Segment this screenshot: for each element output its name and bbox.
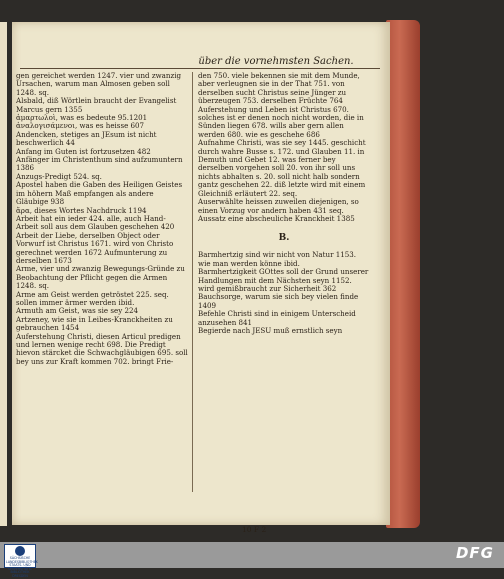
book-page (12, 22, 390, 534)
previous-page-edge (0, 22, 7, 526)
index-entry: ἄρα, dieses Wortes Nachdruck 1194 (16, 205, 147, 215)
index-entry: Befehle Christi sind in einigem Unterscheid anzusehen 841 (198, 309, 356, 327)
index-entry: ἀμαρτωλοὶ, was es bedeute 95.1201 (16, 113, 148, 123)
left-column (16, 72, 188, 366)
index-entry: Auserwählte heissen zuweilen diejenigen, so einen Vorzug vor andern haben 431 seq. (198, 197, 359, 215)
right-column (198, 72, 370, 335)
index-entry: Arbeit hat ein ieder 424. alle, auch Hand-Arbeit soll aus dem Glauben geschehen 420 (16, 213, 175, 232)
column-divider (192, 72, 193, 492)
index-entry: Arbeit der Liebe, derselben Object oder Vorwurf ist Christus 1671. wird von Christo gerechnet werden 1672 Aufmunterung zu derselben 1673 (16, 230, 174, 265)
index-entry: Artzeney, wie sie in Leibes-Kranckheiten zu gebrauchen 1454 (16, 314, 173, 333)
library-logo[interactable] (4, 544, 38, 578)
index-entry: Bauchsorge, warum sie sich bey vielen finde 1409 (198, 292, 359, 310)
footer-bar (0, 542, 504, 568)
library-emblem-icon (15, 546, 25, 556)
index-entry: Anzugs-Predigt 524. sq. (16, 171, 102, 181)
index-entry: Barmhertzigkeit GOttes soll der Grund unserer Handlungen mit dem Nächsten seyn 1152. wird gemißbraucht zur Sicherheit 362 (198, 267, 369, 293)
index-entry: Auferstehung und Leben ist Christus 670. solches ist er denen noch nicht worden, die in Sünden liegen 678. wills aber gern allen werden 680. wie es geschehe 686 (198, 104, 364, 139)
index-entry: ἀναλογισάμενοι, was es heisse 607 (16, 121, 145, 131)
dfg-logo[interactable]: DFG (455, 544, 494, 562)
index-entry: Aufnahme Christi, was sie sey 1445. geschicht durch wahre Busse s. 172. und Glauben 11. in Demuth und Gebet 12. was ferner bey derselben vorgehen soll 20. von ihr soll uns nichts abhalten s. 20. soll nicht halb sondern gantz geschehen 22. diß letzte wird mit einem Gleichniß erläutert 22. seq. (198, 138, 366, 198)
index-entry: Anfänger im Christenthum sind aufzumuntern 1386 (16, 155, 183, 173)
index-entry: Auferstehung Christi, diesen Articul predigen und lernen wenige recht 698. Die Predigt hievon stärcket die Schwachgläubigen 695. soll bey uns zur Kraft kommen 702. bringt Frie- (16, 331, 188, 366)
running-header: über die vornehmsten Sachen. (198, 56, 354, 67)
book-cover-edge (386, 20, 420, 528)
header-rule (20, 68, 380, 69)
section-letter: B. (278, 233, 290, 244)
index-entry: Armuth am Geist, was sie sey 224 (16, 306, 139, 316)
index-entry: Anfang im Guten ist fortzusetzen 482 (16, 146, 151, 156)
signature-mark: 10 F 2 (242, 525, 267, 534)
index-entry: den 750. viele bekennen sie mit dem Munde, aber verleugnen sie in der That 751. von derselben sucht Christus seine Jünger zu überzeugen 753. derselben Früchte 764 (198, 71, 360, 106)
index-entry: Begierde nach JESU muß ernstlich seyn (198, 325, 343, 335)
index-entry: Arme, vier und zwanzig Bewegungs-Gründe zu Beobachtung der Pflicht gegen die Armen 1248. sq. (16, 264, 185, 291)
index-entry: Apostel haben die Gaben des Heiligen Geistes im höhern Maß empfangen als andere Gläubige 938 (16, 180, 183, 207)
index-entry: Andencken, stetiges an JEsum ist nicht beschwerlich 44 (16, 129, 157, 148)
index-entry: Aussatz eine abscheuliche Kranckheit 1385 (198, 213, 355, 223)
index-entry: Barmhertzig sind wir nicht von Natur 1153. wie man werden könne ibid. (198, 250, 357, 268)
library-logo-text: SÄCHSISCHE LANDESBIBLIOTHEK STAATS- UND UNIVERSITÄTS- BIBLIOTHEK DRESDEN (6, 556, 38, 578)
index-entry: Arme am Geist werden getröstet 225. seq. sollen immer ärmer werden ibid. (16, 289, 169, 307)
index-entry: gen gereichet werden 1247. vier und zwanzig Ursachen, warum man Almosen geben soll 1248. sq. (16, 71, 181, 97)
index-entry: Alsbald, diß Wörtlein braucht der Evangelist Marcus gern 1355 (16, 96, 177, 114)
